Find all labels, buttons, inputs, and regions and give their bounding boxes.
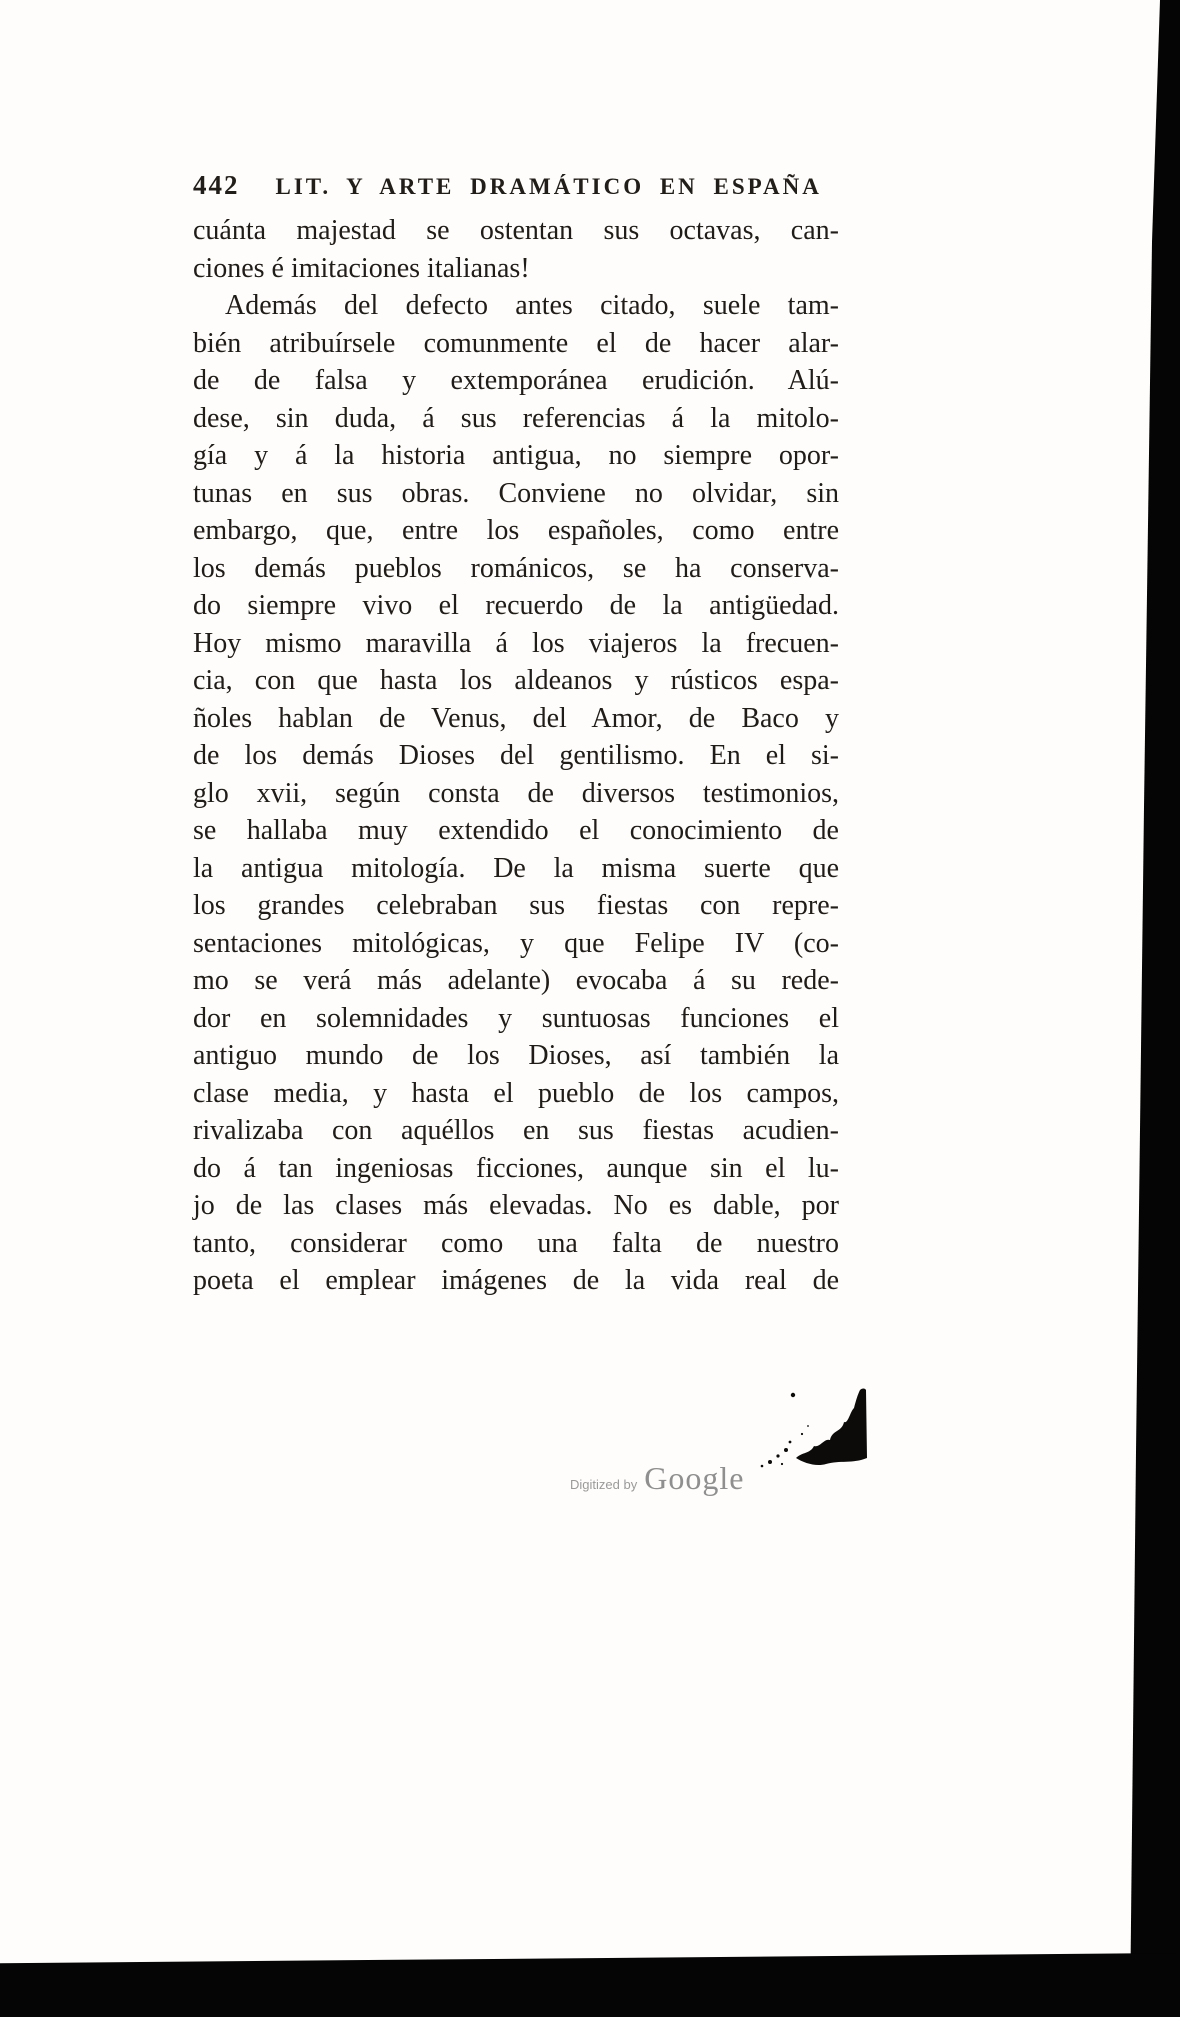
text-line: ciones é imitaciones italianas! [193,252,530,284]
header-title: LIT. Y ARTE DRAMÁTICO EN ESPAÑA [275,174,822,199]
watermark-prefix: Digitized by [570,1477,638,1492]
scan-edge-right [1130,0,1180,2017]
ink-smudge [756,1386,868,1470]
text-line: cia, con que hasta los aldeanos y rústicos espa- [193,665,839,696]
text-line: sentaciones mitológicas, y que Felipe IV (co- [193,927,839,959]
text-line: tanto, considerar como una falta de nuestro [193,1227,839,1259]
text-line: do siempre vivo el recuerdo de la antigüedad. [193,590,839,621]
text-line: cuánta majestad se ostentan sus octavas, can- [193,215,839,246]
page-header [193,170,822,201]
body-text [193,212,839,1300]
text-line: dese, sin duda, á sus referencias á la mitolo- [193,402,839,434]
page-number: 442 [193,170,240,200]
google-logo: Google [644,1460,745,1496]
text-line: jo de las clases más elevadas. No es dable, por [193,1190,839,1221]
scan-edge-bottom [0,1953,1180,2017]
text-line: poeta el emplear imágenes de la vida real de [193,1265,839,1296]
text-line: mo se verá más adelante) evocaba á su rede- [193,965,839,996]
watermark [570,1460,744,1497]
text-line: se hallaba muy extendido el conocimiento de [193,815,839,846]
ink-blot-icon [756,1386,868,1470]
text-line: ñoles hablan de Venus, del Amor, de Baco y [193,702,839,734]
text-line: antiguo mundo de los Dioses, así también la [193,1040,839,1071]
text-line: bién atribuírsele comunmente el de hacer alar- [193,327,839,359]
text-line: de los demás Dioses del gentilismo. En el si- [193,740,839,771]
text-line: gía y á la historia antigua, no siempre opor- [193,440,839,471]
text-line: do á tan ingeniosas ficciones, aunque sin el lu- [193,1152,839,1184]
text-line: rivalizaba con aquéllos en sus fiestas acudien- [193,1115,839,1146]
text-line: los grandes celebraban sus fiestas con repre- [193,890,839,921]
text-line: glo xvii, según consta de diversos testimonios, [193,777,839,809]
text-line: clase media, y hasta el pueblo de los campos, [193,1077,839,1109]
text-line: tunas en sus obras. Conviene no olvidar, sin [193,477,839,509]
text-line: Hoy mismo maravilla á los viajeros la frecuen- [193,627,839,659]
text-line: de de falsa y extemporánea erudición. Alú- [193,365,839,396]
text-line: dor en solemnidades y suntuosas funciones el [193,1002,839,1034]
text-line: Además del defecto antes citado, suele tam- [225,290,839,321]
text-line: los demás pueblos románicos, se ha conserva- [193,552,839,584]
text-line: embargo, que, entre los españoles, como entre [193,515,839,546]
text-line: la antigua mitología. De la misma suerte que [193,852,839,884]
